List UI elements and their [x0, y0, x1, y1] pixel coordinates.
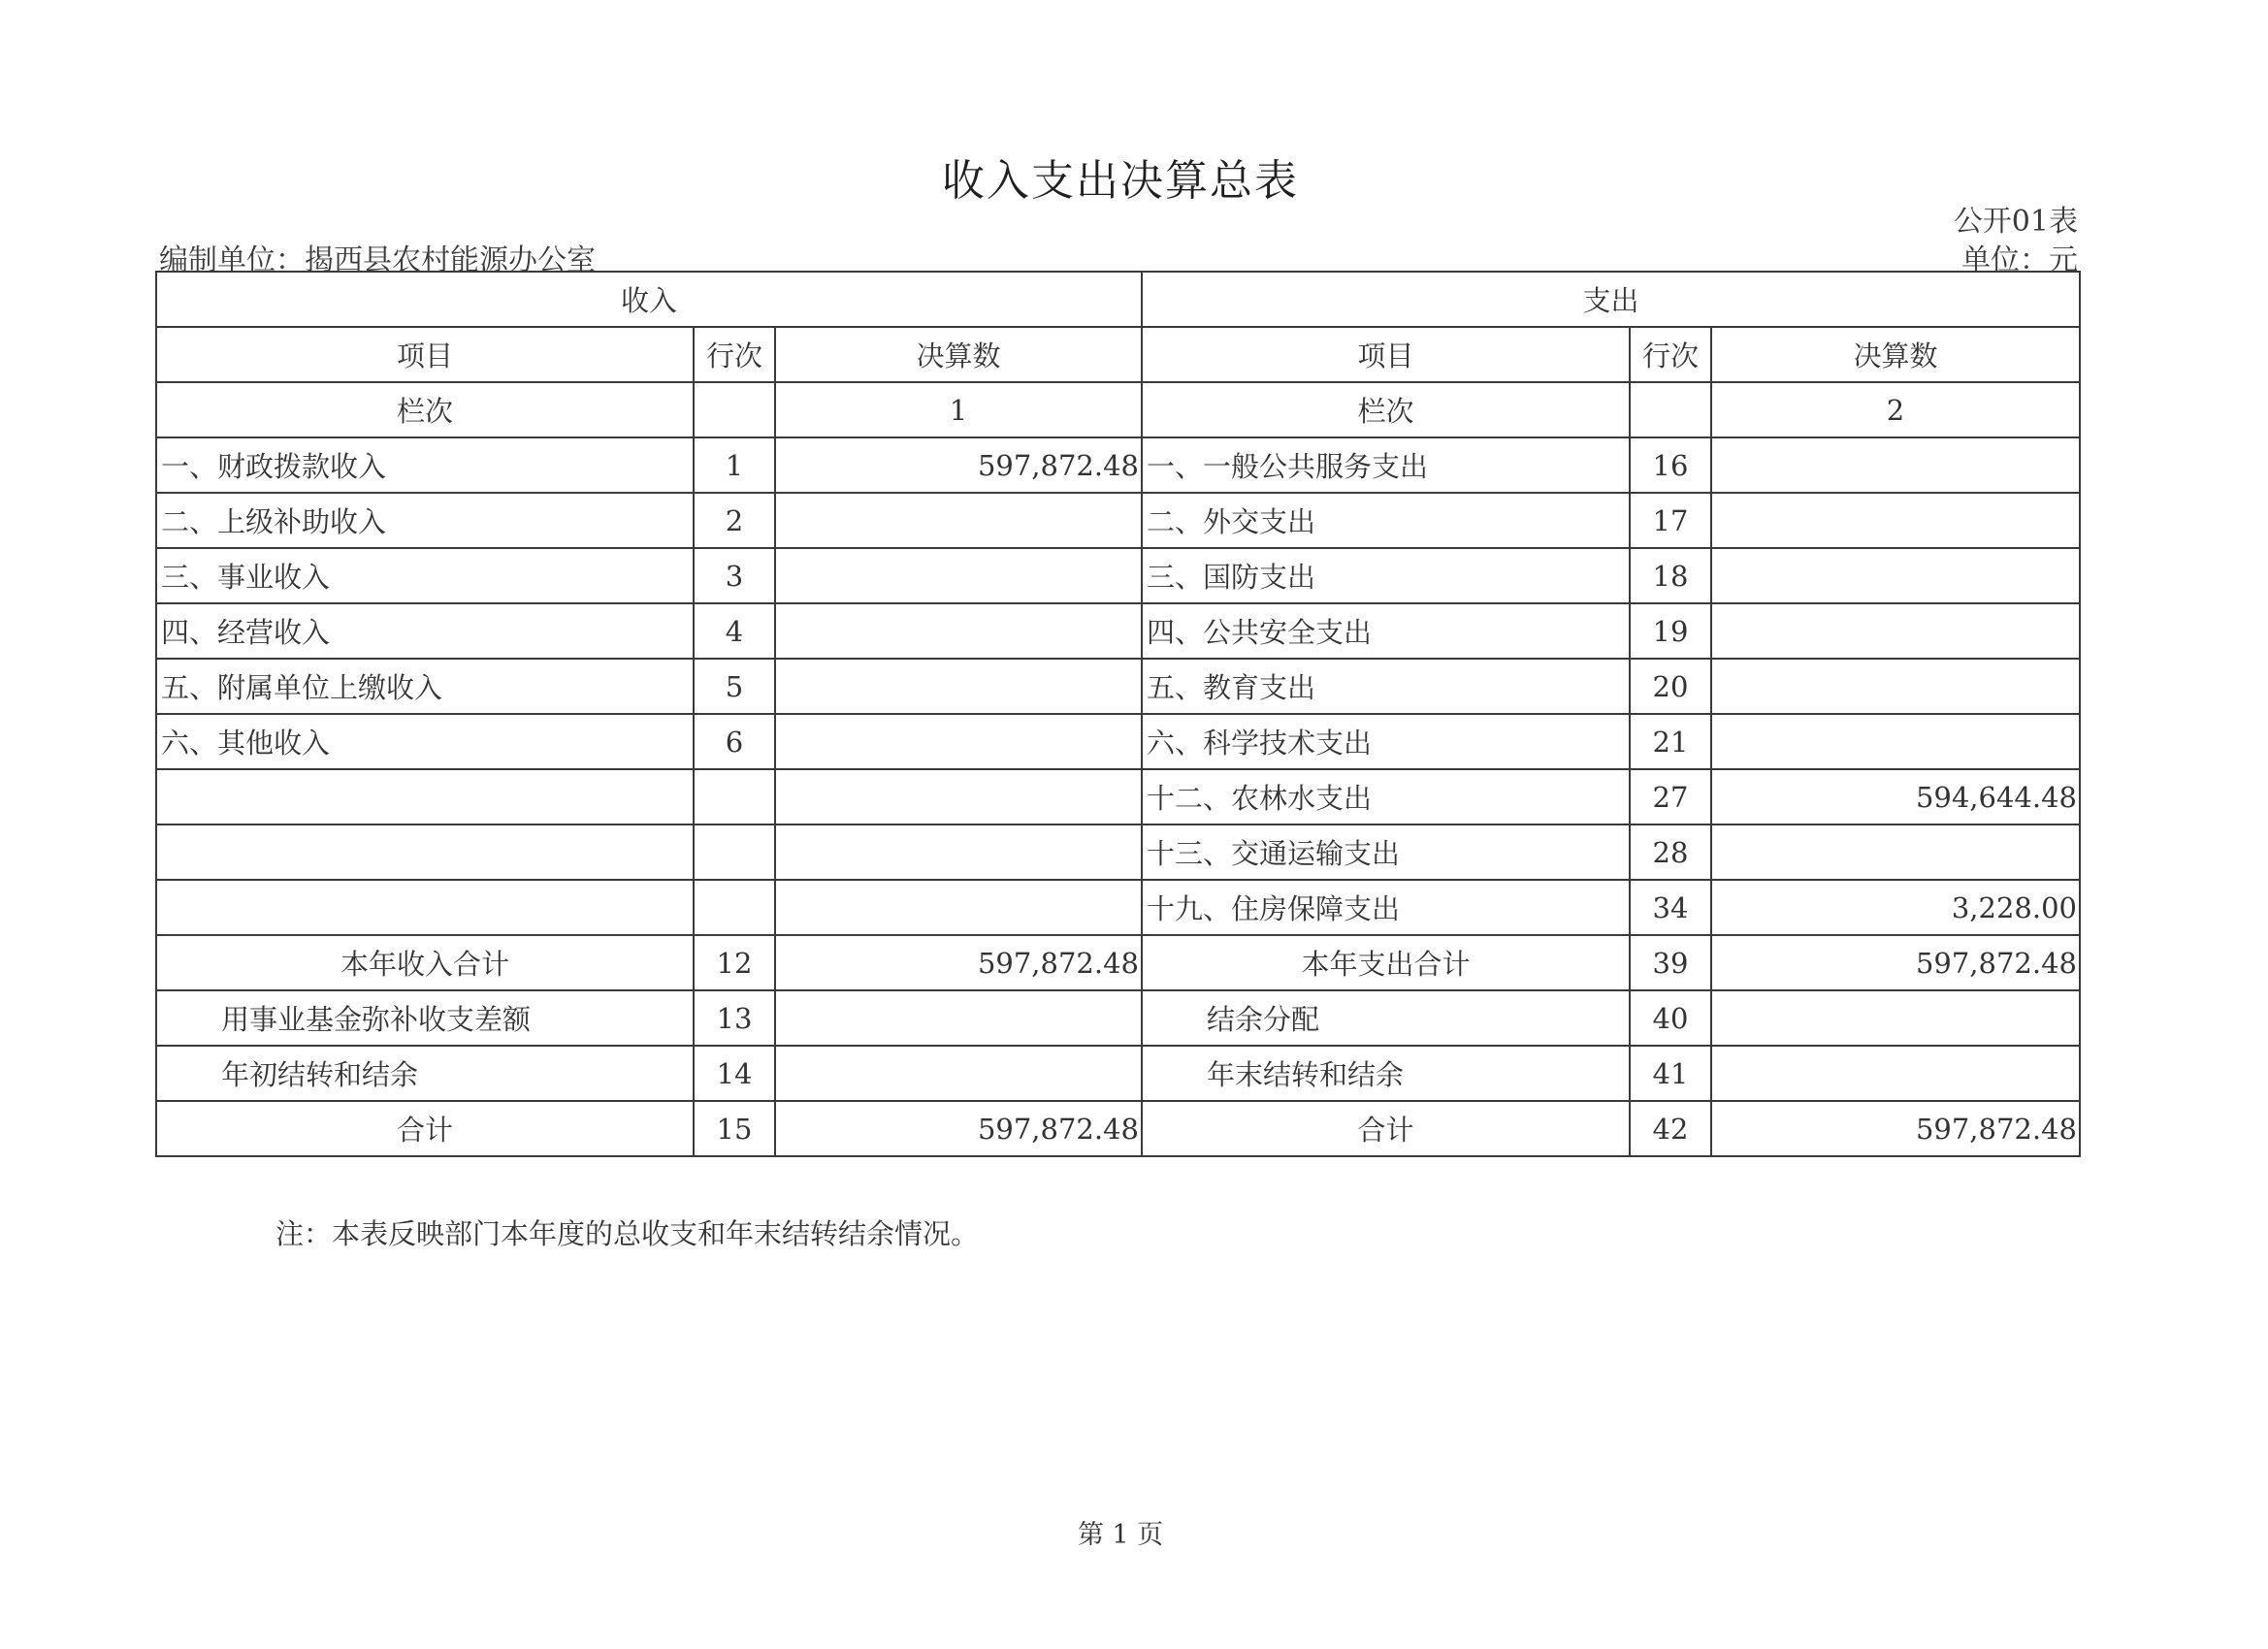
expense-item: 六、科学技术支出	[1142, 714, 1630, 769]
expense-grand-total-label: 合计	[1142, 1101, 1630, 1156]
income-amount	[775, 714, 1142, 769]
year-total-row	[156, 935, 2080, 990]
table-row	[156, 714, 2080, 769]
expense-row-no: 42	[1630, 1101, 1711, 1156]
org-label: 编制单位：揭西县农村能源办公室	[159, 243, 596, 277]
income-rowno-header: 行次	[694, 327, 775, 382]
expense-year-total-label: 本年支出合计	[1142, 935, 1630, 990]
income-column-index: 1	[775, 382, 1142, 437]
income-amount	[775, 548, 1142, 603]
income-grand-total-label: 合计	[156, 1101, 694, 1156]
expense-amount	[1711, 1046, 2080, 1101]
expense-amount	[1711, 824, 2080, 880]
income-row-no: 1	[694, 437, 775, 493]
income-row-no	[694, 824, 775, 880]
income-row-no: 15	[694, 1101, 775, 1156]
table-row	[156, 769, 2080, 824]
income-header: 收入	[156, 272, 1142, 327]
expense-item: 一、一般公共服务支出	[1142, 437, 1630, 493]
expense-item: 二、外交支出	[1142, 493, 1630, 548]
income-amount	[775, 824, 1142, 880]
expense-column-index: 2	[1711, 382, 2080, 437]
income-amount	[775, 880, 1142, 935]
income-amount	[775, 603, 1142, 659]
income-year-total-amount: 597,872.48	[775, 935, 1142, 990]
expense-row-no: 39	[1630, 935, 1711, 990]
expense-item: 年末结转和结余	[1142, 1046, 1630, 1101]
income-amount: 597,872.48	[775, 437, 1142, 493]
expense-row-no: 18	[1630, 548, 1711, 603]
footnote: 注：本表反映部门本年度的总收支和年末结转结余情况。	[275, 1217, 980, 1250]
income-column-blank	[694, 382, 775, 437]
table-row	[156, 548, 2080, 603]
income-row-no: 6	[694, 714, 775, 769]
income-amount-header: 决算数	[775, 327, 1142, 382]
expense-item: 十二、农林水支出	[1142, 769, 1630, 824]
expense-header: 支出	[1142, 272, 2080, 327]
income-row-no: 14	[694, 1046, 775, 1101]
expense-row-no: 41	[1630, 1046, 1711, 1101]
income-item: 六、其他收入	[156, 714, 694, 769]
section-header-row	[156, 272, 2080, 327]
expense-rowno-header: 行次	[1630, 327, 1711, 382]
expense-year-total-amount: 597,872.48	[1711, 935, 2080, 990]
table-row	[156, 990, 2080, 1046]
table-row	[156, 493, 2080, 548]
income-amount	[775, 990, 1142, 1046]
table-row	[156, 659, 2080, 714]
expense-amount	[1711, 437, 2080, 493]
expense-amount: 3,228.00	[1711, 880, 2080, 935]
expense-amount	[1711, 548, 2080, 603]
income-amount	[775, 659, 1142, 714]
column-index-row	[156, 382, 2080, 437]
expense-row-no: 20	[1630, 659, 1711, 714]
income-amount	[775, 1046, 1142, 1101]
income-item	[156, 824, 694, 880]
income-amount	[775, 769, 1142, 824]
income-item	[156, 769, 694, 824]
expense-row-no: 16	[1630, 437, 1711, 493]
income-row-no: 12	[694, 935, 775, 990]
expense-row-no: 27	[1630, 769, 1711, 824]
expense-item: 十九、住房保障支出	[1142, 880, 1630, 935]
income-column-label: 栏次	[156, 382, 694, 437]
income-item: 二、上级补助收入	[156, 493, 694, 548]
table-row	[156, 880, 2080, 935]
income-item-header: 项目	[156, 327, 694, 382]
expense-item: 五、教育支出	[1142, 659, 1630, 714]
table-row	[156, 1046, 2080, 1101]
summary-table	[155, 271, 2081, 1157]
grand-total-row	[156, 1101, 2080, 1156]
income-row-no: 5	[694, 659, 775, 714]
expense-row-no: 21	[1630, 714, 1711, 769]
expense-row-no: 28	[1630, 824, 1711, 880]
income-amount	[775, 493, 1142, 548]
income-row-no: 4	[694, 603, 775, 659]
expense-amount	[1711, 714, 2080, 769]
income-grand-total-amount: 597,872.48	[775, 1101, 1142, 1156]
table-row	[156, 603, 2080, 659]
expense-amount	[1711, 990, 2080, 1046]
expense-item: 三、国防支出	[1142, 548, 1630, 603]
column-header-row	[156, 327, 2080, 382]
expense-row-no: 19	[1630, 603, 1711, 659]
expense-item: 结余分配	[1142, 990, 1630, 1046]
page-number: 第 1 页	[1077, 1520, 1164, 1550]
table-row	[156, 437, 2080, 493]
income-year-total-label: 本年收入合计	[156, 935, 694, 990]
expense-row-no: 34	[1630, 880, 1711, 935]
page-title: 收入支出决算总表	[942, 156, 1299, 206]
income-item: 年初结转和结余	[156, 1046, 694, 1101]
expense-item-header: 项目	[1142, 327, 1630, 382]
income-item: 五、附属单位上缴收入	[156, 659, 694, 714]
expense-row-no: 40	[1630, 990, 1711, 1046]
income-item: 一、财政拨款收入	[156, 437, 694, 493]
expense-column-label: 栏次	[1142, 382, 1630, 437]
expense-column-blank	[1630, 382, 1711, 437]
table-row	[156, 824, 2080, 880]
income-row-no: 2	[694, 493, 775, 548]
income-item: 四、经营收入	[156, 603, 694, 659]
unit-label: 单位：元	[1961, 243, 2078, 277]
income-row-no: 13	[694, 990, 775, 1046]
expense-item: 四、公共安全支出	[1142, 603, 1630, 659]
income-item: 三、事业收入	[156, 548, 694, 603]
expense-amount: 594,644.48	[1711, 769, 2080, 824]
income-item: 用事业基金弥补收支差额	[156, 990, 694, 1046]
expense-amount	[1711, 603, 2080, 659]
expense-row-no: 17	[1630, 493, 1711, 548]
expense-grand-total-amount: 597,872.48	[1711, 1101, 2080, 1156]
expense-amount	[1711, 493, 2080, 548]
income-row-no	[694, 769, 775, 824]
expense-item: 十三、交通运输支出	[1142, 824, 1630, 880]
expense-amount-header: 决算数	[1711, 327, 2080, 382]
income-item	[156, 880, 694, 935]
expense-amount	[1711, 659, 2080, 714]
income-row-no: 3	[694, 548, 775, 603]
form-code: 公开01表	[1953, 205, 2078, 239]
income-row-no	[694, 880, 775, 935]
